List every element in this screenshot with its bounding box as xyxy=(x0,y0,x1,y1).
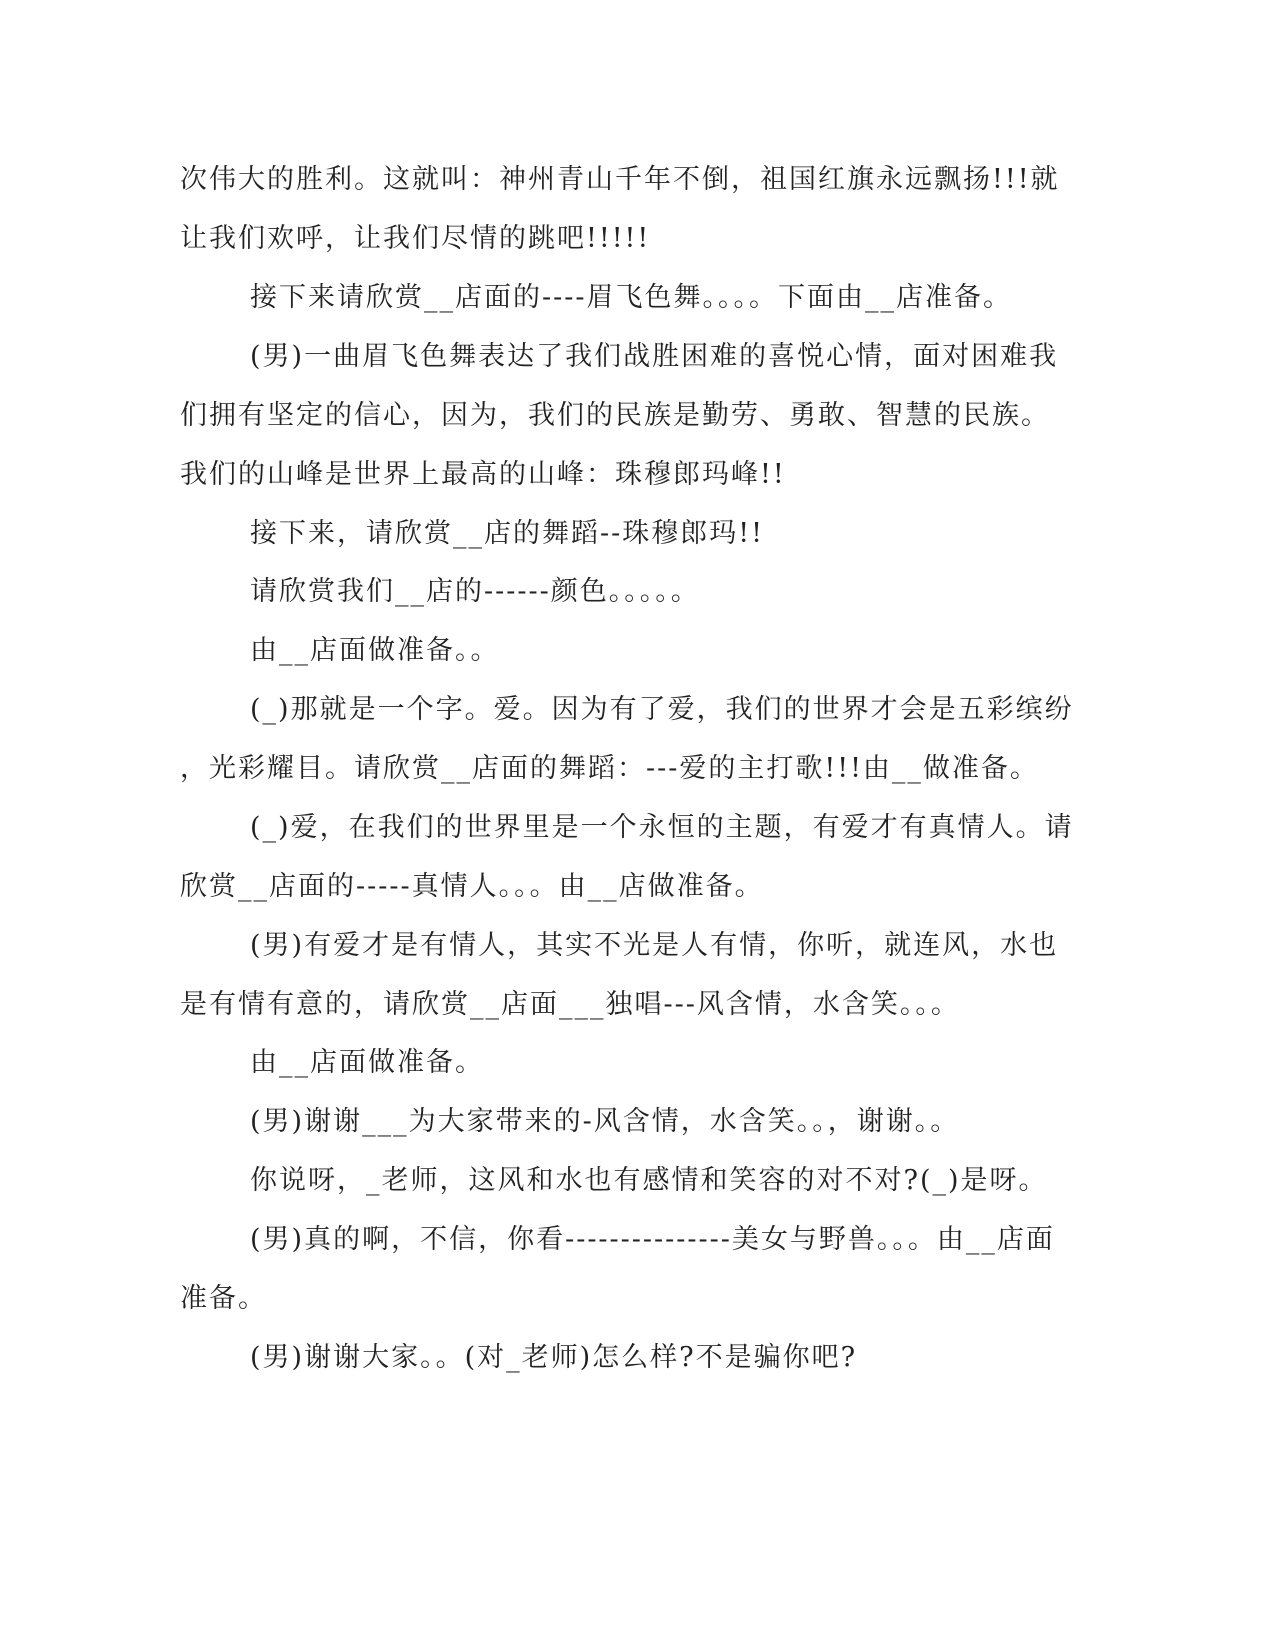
text-line: (男)一曲眉飞色舞表达了我们战胜困难的喜悦心情，面对困难我 xyxy=(250,341,1059,372)
text-line: 由__店面做准备。 xyxy=(250,1047,484,1078)
text-line: (_)爱，在我们的世界里是一个永恒的主题，有爱才有真情人。请 xyxy=(250,812,1074,843)
text-line: 次伟大的胜利。这就叫：神州青山千年不倒，祖国红旗永远飘扬!!!就 xyxy=(180,164,1060,195)
text-line: (_)那就是一个字。爱。因为有了爱，我们的世界才会是五彩缤纷 xyxy=(250,694,1074,725)
text-line: 请欣赏我们__店的------颜色。。。。。 xyxy=(250,576,700,607)
text-line: 让我们欢呼，让我们尽情的跳吧!!!!! xyxy=(180,223,651,254)
text-line: (男)有爱才是有情人，其实不光是人有情，你听，就连风，水也 xyxy=(250,930,1059,961)
text-line: 接下来，请欣赏__店的舞蹈--珠穆郎玛!! xyxy=(250,518,764,549)
text-line: 是有情有意的，请欣赏__店面___独唱---风含情，水含笑。。。 xyxy=(180,989,960,1020)
text-line: 我们的山峰是世界上最高的山峰：珠穆郎玛峰!! xyxy=(180,459,786,490)
text-line: 们拥有坚定的信心，因为，我们的民族是勤劳、勇敢、智慧的民族。 xyxy=(180,400,1050,431)
text-line: 欣赏__店面的-----真情人。。。由__店做准备。 xyxy=(180,871,764,902)
text-line: (男)谢谢___为大家带来的-风含情，水含笑。。，谢谢。。 xyxy=(250,1106,960,1137)
text-line: (男)真的啊，不信，你看---------------美女与野兽。。。由__店面 xyxy=(250,1224,1055,1255)
text-line: 由__店面做准备。。 xyxy=(250,635,500,666)
text-line: (男)谢谢大家。。(对_老师)怎么样?不是骗你吧? xyxy=(250,1342,858,1373)
text-line: 接下来请欣赏__店面的----眉飞色舞。。。。下面由__店准备。 xyxy=(250,282,1012,313)
text-line: 准备。 xyxy=(180,1283,267,1314)
text-line: ，光彩耀目。请欣赏__店面的舞蹈：---爱的主打歌!!!由__做准备。 xyxy=(180,753,1039,784)
text-line: 你说呀，_老师，这风和水也有感情和笑容的对不对?(_)是呀。 xyxy=(250,1165,1048,1196)
